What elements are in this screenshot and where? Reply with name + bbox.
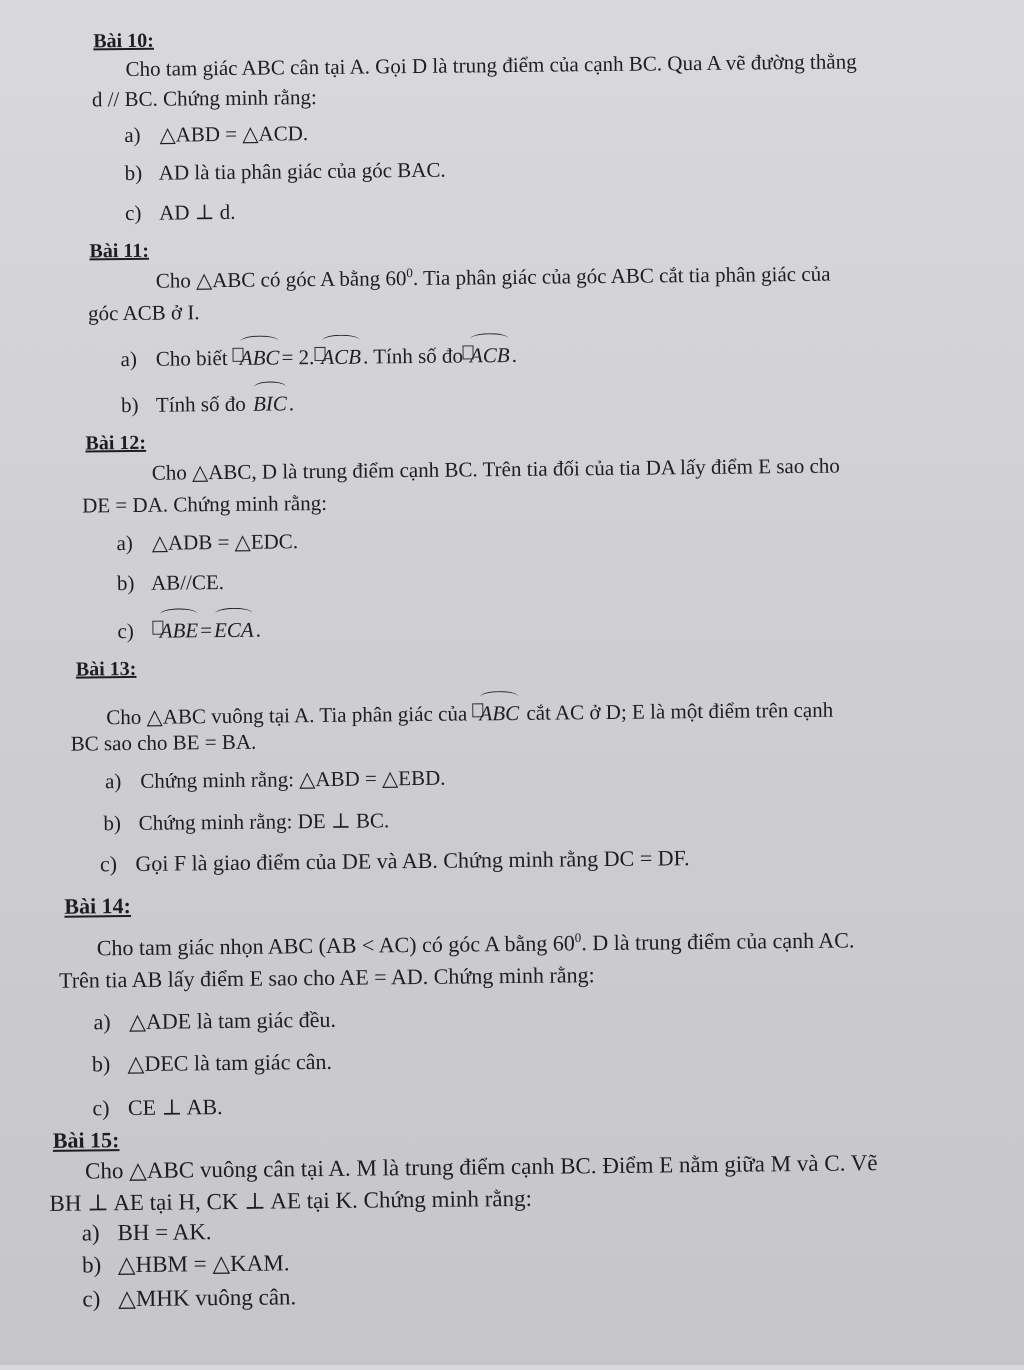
bai-15-item-c [82,1282,296,1313]
angle-bic: BIC [253,384,287,416]
bai-13-statement-line-2: BC sao cho BE = BA. [70,729,257,756]
bai-13-item-b [103,807,389,836]
text-part: . Tia phân giác của góc ABC cắt tia phân giác của [412,261,831,291]
item-text: Chứng minh rằng: △ABD = △EBD. [140,765,446,793]
item-text: AD là tia phân giác của góc BAC. [158,157,446,185]
bai-12-item-a [116,528,298,556]
text-part: = [200,618,213,643]
bai-15-item-b [82,1248,290,1279]
item-label: b) [116,570,135,596]
item-text: △ADB = △EDC. [151,529,299,555]
heading-bai-12: Bài 12: [85,431,147,455]
item-label: a) [93,1009,111,1035]
item-label: b) [120,392,139,418]
angle-abe: ABE [159,611,198,643]
text-part: = 2. [281,345,315,370]
angle-acb: ACB [321,338,361,370]
item-label: c) [99,851,118,877]
text-part: Cho △ABC vuông tại A. Tia phân giác của [106,701,468,730]
text-part: Cho △ABC có góc A bằng 60 [155,266,407,293]
item-text: Gọi F là giao điểm của DE và AB. Chứng minh rằng DC = DF. [135,845,690,876]
item-label: b) [91,1051,111,1077]
text-part: Cho biết [155,345,228,371]
bai-14-item-b [92,1048,332,1079]
text-part: . [255,617,262,642]
item-label: a) [81,1220,100,1246]
item-label: b) [81,1252,102,1278]
bai-14-statement-line-2: Trên tia AB lấy điểm E sao cho AE = AD. Chứng minh rằng: [58,962,595,993]
item-text: △ADE là tam giác đều. [128,1006,337,1035]
item-text: BH = AK. [117,1219,212,1246]
bai-15-item-a [82,1217,212,1247]
heading-bai-10: Bài 10: [93,29,154,53]
heading-bai-14: Bài 14: [64,893,132,919]
item-label: c) [117,618,134,644]
bai-12-statement-line-1: Cho △ABC, D là trung điểm cạnh BC. Trên tia đối của tia DA lấy điểm E sao cho [151,453,840,485]
item-text: △HBM = △KAM. [117,1250,290,1278]
text-part: cắt AC ở D; E là một điểm trên cạnh [526,697,834,725]
item-text: △MHK vuông cân. [118,1284,297,1312]
bai-10-statement-line-1: Cho tam giác ABC cân tại A. Gọi D là trung điểm của cạnh BC. Qua A vẽ đường thẳng [125,49,857,82]
text-part: . [288,391,295,416]
item-label: b) [103,811,122,836]
item-text: CE ⊥ AB. [127,1094,223,1121]
bai-15-statement-line-1: Cho △ABC vuông cân tại A. M là trung điểm cạnh BC. Điểm E nằm giữa M và C. Vẽ [84,1150,878,1184]
bai-14-item-c [92,1093,222,1122]
bai-14-statement-line-1 [97,926,855,962]
bai-13-item-c [100,844,690,878]
bai-10-item-b [125,157,446,186]
degree-superscript: 0 [406,265,413,281]
bai-11-statement-line-2: góc ACB ở I. [87,300,200,326]
heading-bai-15: Bài 15: [52,1127,120,1153]
heading-bai-13: Bài 13: [75,657,137,681]
bai-10-statement-line-2: d // BC. Chứng minh rằng: [91,85,317,112]
item-label: a) [120,346,138,372]
bai-10-item-a [124,120,308,148]
item-text: AB//CE. [150,570,225,595]
item-label: b) [124,160,143,186]
text-part: . Tính số đo [362,343,464,369]
bai-11-item-a [120,336,517,372]
text-part: Cho tam giác nhọn ABC (AB < AC) có góc A bằng 60 [96,930,575,961]
bai-12-statement-line-2: DE = DA. Chứng minh rằng: [81,490,328,518]
angle-abc: ABC [240,338,280,370]
item-text: △DEC là tam giác cân. [127,1048,333,1077]
item-text: △ABD = △ACD. [159,121,309,147]
angle-eca: ECA [214,611,254,643]
angle-abc: ABC [479,694,519,726]
bai-14-item-a [93,1006,336,1037]
bai-13-item-a [105,765,446,795]
heading-bai-11: Bài 11: [89,239,150,263]
text-part: . [511,342,518,367]
bai-13-statement-line-1 [106,691,833,731]
item-label: c) [92,1095,110,1121]
item-label: c) [82,1286,101,1312]
bai-12-item-b [117,569,224,596]
degree-superscript: 0 [574,929,582,946]
item-text: Chứng minh rằng: DE ⊥ BC. [138,808,390,835]
bai-12-item-c [117,611,261,645]
bai-10-item-c [125,199,236,226]
item-label: c) [124,200,142,226]
text-part: . D là trung điểm của cạnh AC. [581,927,855,956]
item-text: AD ⊥ d. [159,199,236,225]
item-label: a) [116,530,133,556]
bai-15-statement-line-2: BH ⊥ AE tại H, CK ⊥ AE tại K. Chứng minh rằng: [49,1185,533,1216]
text-part: Tính số đo [155,391,246,417]
item-label: a) [104,769,122,794]
bai-11-statement-line-1 [156,261,831,294]
item-label: a) [124,122,141,148]
angle-acb: ACB [470,336,510,368]
bai-11-item-b [121,384,294,418]
